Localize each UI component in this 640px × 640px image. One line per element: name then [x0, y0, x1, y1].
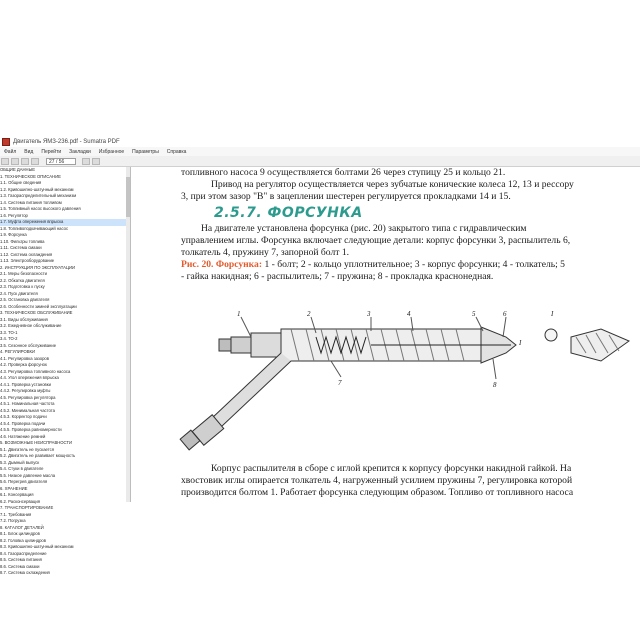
bookmark-item[interactable]: 1. ТЕХНИЧЕСКОЕ ОПИСАНИЕ [0, 173, 61, 179]
prev-page-icon[interactable] [21, 158, 29, 165]
bookmark-item[interactable]: 2.5. Остановка двигателя [0, 297, 50, 302]
bookmark-item[interactable]: 2. ИНСТРУКЦИЯ ПО ЭКСПЛУАТАЦИИ [0, 264, 76, 270]
label-1: 1 [237, 310, 241, 318]
bookmark-item[interactable]: ОБЩИЕ ДАННЫЕ [0, 167, 36, 172]
bookmark-item[interactable]: 4.4.1. Проверка установки [0, 381, 51, 387]
section-heading: 2.5.7. ФОРСУНКА [214, 205, 363, 221]
bookmark-item[interactable]: 1.11. Система смазки [0, 245, 42, 250]
bookmark-item[interactable]: 1.1. Общие сведения [0, 180, 42, 185]
label-2: 2 [307, 310, 311, 318]
bookmark-item[interactable]: 2.3. Подготовка к пуску [0, 284, 45, 289]
next-page-icon[interactable] [31, 158, 39, 165]
bookmark-item[interactable]: 8.4. Газораспределение [0, 550, 47, 556]
bookmark-item[interactable]: 1.3. Газораспределительный механизм [0, 193, 77, 198]
inlet-fitting [251, 333, 281, 357]
bookmark-item[interactable]: 1.12. Система охлаждения [0, 251, 53, 257]
bookmark-item[interactable]: 7. ТРАНСПОРТИРОВАНИЕ [0, 505, 54, 510]
bookmark-item[interactable]: 5.3. Дымный выпуск [0, 459, 40, 465]
body-text-line: управлением иглы. Форсунка включает следующие детали: корпус форсунки 3, распылитель 6, [181, 235, 571, 246]
title-bar [0, 137, 640, 147]
bookmark-item[interactable]: 4.5. Регулировка регулятора [0, 394, 56, 400]
body-text-line: Корпус распылителя в сборе с иглой крепится к корпусу форсунки накидной гайкой. На [211, 463, 572, 474]
page-number-field[interactable]: 27 / 56 [46, 158, 76, 165]
bookmark-item[interactable]: 3.5. Сезонное обслуживание [0, 342, 57, 348]
bookmark-item[interactable]: 4.3. Регулировка топливного насоса [0, 368, 71, 374]
bookmark-item[interactable]: 4.5.4. Проверка подачи [0, 420, 46, 426]
bookmark-item[interactable]: 1.8. Топливоподкачивающий насос [0, 225, 69, 231]
scroll-thumb[interactable] [126, 177, 130, 217]
body-text-line: толкатель 4, пружину 7, запорной болт 1. [181, 247, 350, 258]
print-icon[interactable] [11, 158, 19, 165]
caption-label: Рис. 20. Форсунка: [181, 259, 263, 270]
supply-pipe [211, 353, 291, 427]
bookmark-item[interactable]: 4.5.1. Номинальная частота [0, 401, 55, 406]
menu-goto[interactable]: Перейти [41, 148, 62, 155]
injector-drawing [131, 309, 640, 461]
detail-nozzle [571, 329, 629, 361]
document-page [131, 167, 640, 502]
detail-circle [545, 329, 557, 341]
bookmark-item[interactable]: 5.4. Стуки в двигателе [0, 466, 44, 471]
bookmark-item[interactable]: 8.5. Система питания [0, 557, 42, 562]
bookmark-item[interactable]: 3.2. Ежедневное обслуживание [0, 323, 62, 328]
bookmark-item[interactable]: 4.2. Проверка форсунок [0, 362, 47, 367]
menu-bar [0, 147, 640, 156]
body-text-line: 3, при этом зазор "В" в зацеплении шестерен регулируется прокладками 14 и 15. [181, 191, 511, 202]
bookmark-item[interactable]: 2.6. Особенности зимней эксплуатации [0, 303, 77, 309]
bookmark-item[interactable]: 5.1. Двигатель не пускается [0, 446, 54, 452]
label-4: 4 [407, 310, 411, 318]
bookmark-item[interactable]: 4.1. Регулировка зазоров [0, 355, 49, 361]
bookmark-item[interactable]: 4.5.5. Проверка равномерности [0, 427, 62, 432]
bookmark-item[interactable]: 8.6. Система смазки [0, 563, 40, 569]
bookmark-item[interactable]: 1.2. Кривошипно-шатунный механизм [0, 186, 74, 192]
figure-caption-line: - гайка накидная; 6 - распылитель; 7 - пружина; 8 - прокладка краснонедная. [181, 271, 494, 282]
window-title: Двигатель ЯМЗ-236.pdf - Sumatra PDF [13, 139, 120, 145]
bookmark-item[interactable]: 4.4.2. Регулировка муфты [0, 388, 51, 393]
bookmark-item[interactable]: 1.4. Система питания топливом [0, 199, 62, 205]
bookmark-item[interactable]: 4.5.2. Минимальная частота [0, 407, 55, 413]
menu-view[interactable]: Вид [24, 148, 34, 155]
bookmark-item[interactable]: 8.7. Система охлаждения [0, 570, 50, 575]
zoom-in-icon[interactable] [92, 158, 100, 165]
label-8: 8 [493, 381, 497, 389]
bookmark-item[interactable]: 2.4. Пуск двигателя [0, 290, 38, 296]
bookmark-item[interactable]: 2.2. Обкатка двигателя [0, 277, 45, 283]
bookmarks-tree [0, 167, 130, 577]
bookmark-item[interactable]: 6.1. Консервация [0, 492, 34, 497]
bookmark-item[interactable]: 4. РЕГУЛИРОВКИ [0, 349, 35, 354]
caption-text: 1 - болт; 2 - кольцо уплотнительное; 3 - корпус форсунки; 4 - толкатель; 5 [262, 259, 565, 270]
body-text-line: хвостовик иглы опирается толкатель 4, нагруженный усилием пружины 7, регулировка которой [181, 475, 573, 486]
menu-file[interactable]: Файл [4, 148, 17, 155]
bookmark-item[interactable]: 5. ВОЗМОЖНЫЕ НЕИСПРАВНОСТИ [0, 440, 72, 445]
bookmark-item[interactable]: 1.13. Электрооборудование [0, 258, 55, 263]
label-7: 7 [338, 379, 342, 387]
body-text-line: топливного насоса 9 осуществляется болтами 26 через ступицу 25 и кольцо 21. [181, 167, 506, 178]
bookmark-item[interactable]: 1.6. Регулятор [0, 212, 28, 218]
menu-help[interactable]: Справка [166, 148, 187, 155]
app-icon [2, 138, 10, 146]
bookmark-item[interactable]: 1.7. Муфта опережения впрыска [0, 219, 130, 226]
menu-bookmarks[interactable]: Закладки [69, 148, 91, 155]
figure-caption [181, 259, 565, 270]
bookmark-item[interactable]: 2.1. Меры безопасности [0, 271, 47, 276]
label-3: 3 [367, 310, 371, 318]
zoom-out-icon[interactable] [82, 158, 90, 165]
bookmarks-sidebar[interactable] [0, 167, 131, 575]
bookmark-item[interactable]: 8.1. Блок цилиндров [0, 531, 40, 536]
bookmark-item[interactable]: 1.5. Топливный насос высокого давления [0, 206, 81, 211]
bookmark-item[interactable]: 4.4. Угол опережения впрыска [0, 375, 59, 380]
bookmark-item[interactable]: 3.3. ТО-1 [0, 329, 18, 335]
bookmark-item[interactable]: 5.5. Низкое давление масла [0, 472, 56, 478]
inlet-nut [231, 337, 251, 353]
body-text-line: производится болтом 1. Работает форсунка следующим образом. Топливо от топливного насоса [181, 487, 574, 498]
bookmark-item[interactable]: 1.10. Фильтры топлива [0, 238, 45, 244]
bookmark-item[interactable]: 6.2. Расконсервация [0, 498, 41, 504]
label-6: 6 [503, 310, 507, 318]
bookmark-item[interactable]: 7.1. Требования [0, 511, 32, 517]
bookmark-item[interactable]: 7.2. Погрузка [0, 518, 26, 523]
toolbar [0, 156, 640, 167]
body-text-line: Привод на регулятор осуществляется через зубчатые конические колеса 12, 13 и рессору [211, 179, 574, 190]
open-icon[interactable] [1, 158, 9, 165]
bookmark-item[interactable]: 8. КАТАЛОГ ДЕТАЛЕЙ [0, 524, 44, 530]
label-I: I [519, 339, 522, 347]
body-text-line: На двигателе установлена форсунка (рис. 20) закрытого типа с гидравлическим [201, 223, 527, 234]
pdf-reader-window [0, 137, 640, 575]
bookmark-item[interactable]: 8.2. Головка цилиндров [0, 537, 46, 543]
bookmark-item[interactable]: 4.5.3. Корректор подачи [0, 414, 47, 419]
menu-favorites[interactable]: Избранное [98, 148, 125, 155]
bookmark-item[interactable]: 1.9. Форсунка [0, 232, 27, 237]
bookmark-item[interactable]: 3.4. ТО-2 [0, 336, 18, 341]
bookmark-item[interactable]: 3. ТЕХНИЧЕСКОЕ ОБСЛУЖИВАНИЕ [0, 310, 73, 315]
bookmark-item[interactable]: 4.6. Натяжение ремней [0, 433, 46, 439]
label-5: 5 [472, 310, 476, 318]
bookmark-item[interactable]: 6. ХРАНЕНИЕ [0, 485, 28, 491]
sidebar-scrollbar[interactable] [126, 167, 130, 502]
bookmark-item[interactable]: 8.3. Кривошипно-шатунный механизм [0, 544, 74, 549]
bolt [219, 339, 231, 351]
bookmark-item[interactable]: 5.2. Двигатель не развивает мощность [0, 453, 76, 458]
menu-settings[interactable]: Параметры [132, 148, 159, 155]
bookmark-item[interactable]: 5.6. Перегрев двигателя [0, 479, 48, 484]
label-detail-I: I [551, 310, 554, 318]
bookmark-item[interactable]: 3.1. Виды обслуживания [0, 316, 48, 322]
